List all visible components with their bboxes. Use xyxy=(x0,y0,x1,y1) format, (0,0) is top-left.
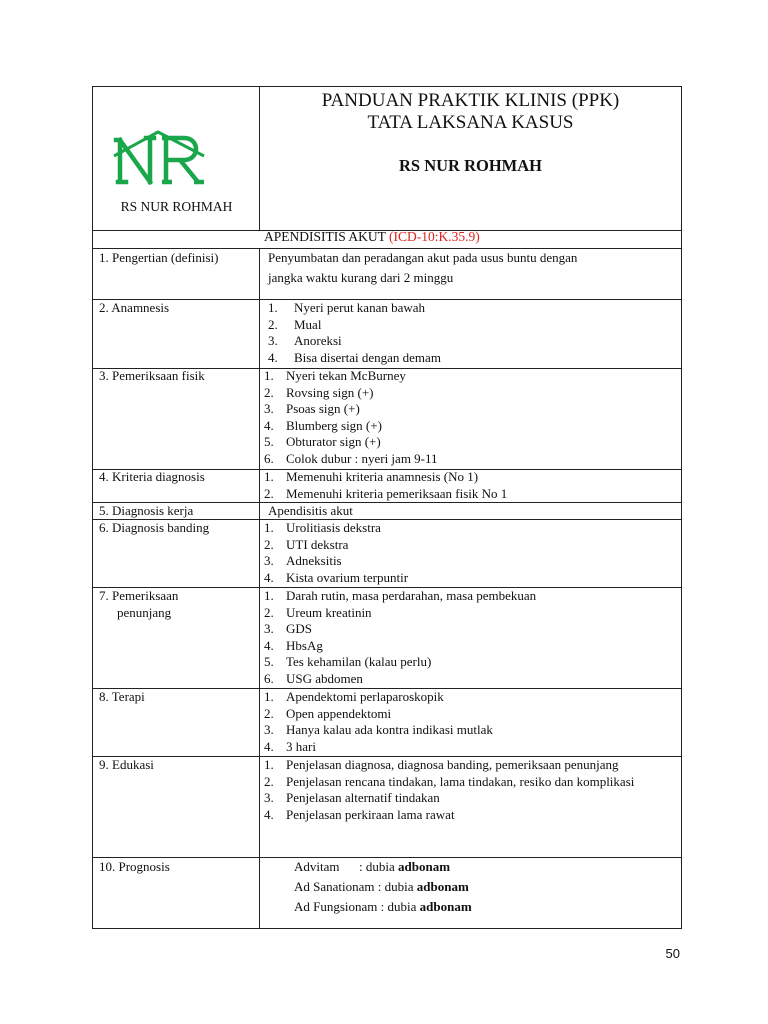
prognosis-line: Ad Fungsionam : dubia adbonam xyxy=(294,899,472,914)
list-item: 1. Nyeri perut kanan bawah xyxy=(268,300,426,315)
section-value-terapi xyxy=(264,689,675,755)
list-item: 2. Rovsing sign (+) xyxy=(264,384,374,400)
section-value-penunjang xyxy=(264,588,675,688)
section-label-edukasi: 9. Edukasi xyxy=(99,757,154,772)
logo-caption: RS NUR ROHMAH xyxy=(120,199,233,214)
section-label-kriteria: 4. Kriteria diagnosis xyxy=(99,469,205,484)
definition-line: Penyumbatan dan peradangan akut pada usus buntu dengan xyxy=(268,250,578,265)
list-item: 2. Memenuhi kriteria pemeriksaan fisik No 1 xyxy=(264,485,508,501)
list-item: 4. Blumberg sign (+) xyxy=(264,417,382,433)
prognosis-line: Advitam : dubia adbonam xyxy=(294,859,451,874)
list-item: 4. HbsAg xyxy=(264,637,323,653)
list-item: 6. USG abdomen xyxy=(264,670,363,686)
section-label-pemeriksaan-fisik: 3. Pemeriksaan fisik xyxy=(99,368,205,383)
list-item: 3. GDS xyxy=(264,621,313,637)
section-value-kriteria xyxy=(264,469,675,502)
list-item: 4. 3 hari xyxy=(264,738,316,754)
icd-code: (ICD-10:K.35.9) xyxy=(389,229,480,244)
list-item: 1. Nyeri tekan McBurney xyxy=(264,368,406,383)
case-name: APENDISITIS AKUT xyxy=(264,229,386,244)
list-item: 3. Psoas sign (+) xyxy=(264,401,360,417)
list-item: 3. Adneksitis xyxy=(264,553,342,569)
list-item: 3. Anoreksi xyxy=(268,333,342,349)
section-value-edukasi xyxy=(264,757,675,823)
list-item: 4. Penjelasan perkiraan lama rawat xyxy=(264,806,455,822)
label-line: penunjang xyxy=(117,604,172,620)
section-label-anamnesis: 2. Anamnesis xyxy=(99,300,170,315)
list-item: 2. Open appendektomi xyxy=(264,705,392,721)
hospital-name: RS NUR ROHMAH xyxy=(399,156,542,175)
list-item: 4. Kista ovarium terpuntir xyxy=(264,569,409,585)
list-item: 1. Penjelasan diagnosa, diagnosa banding, pemeriksaan penunjang xyxy=(264,757,619,772)
section-label-penunjang xyxy=(99,588,259,621)
list-item: 2. Ureum kreatinin xyxy=(264,604,372,620)
section-value-pemeriksaan-fisik xyxy=(264,368,675,468)
list-item: 3. Hanya kalau ada kontra indikasi mutlak xyxy=(264,722,493,738)
list-item: 2. Mual xyxy=(268,316,322,332)
list-item: 5. Obturator sign (+) xyxy=(264,434,381,450)
list-item: 2. Penjelasan rencana tindakan, lama tindakan, resiko dan komplikasi xyxy=(264,773,635,789)
section-value-anamnesis xyxy=(264,300,675,366)
list-item: 1. Memenuhi kriteria anamnesis (No 1) xyxy=(264,469,479,484)
page-number: 50 xyxy=(665,946,680,961)
section-label-prognosis: 10. Prognosis xyxy=(99,859,170,874)
document-title-line1: PANDUAN PRAKTIK KLINIS (PPK) xyxy=(321,90,620,111)
section-value-pengertian xyxy=(264,248,675,288)
prognosis-line: Ad Sanationam : dubia adbonam xyxy=(294,879,469,894)
section-label-pengertian: 1. Pengertian (definisi) xyxy=(99,250,219,265)
list-item: 1. Apendektomi perlaparoskopik xyxy=(264,689,444,704)
definition-line: jangka waktu kurang dari 2 minggu xyxy=(268,270,454,285)
list-item: 3. Penjelasan alternatif tindakan xyxy=(264,790,440,806)
list-item: 1. Darah rutin, masa perdarahan, masa pembekuan xyxy=(264,588,537,603)
document-title-line2: TATA LAKSANA KASUS xyxy=(367,112,574,133)
section-label-diagnosis-banding: 6. Diagnosis banding xyxy=(99,520,210,535)
section-value-diagnosis-kerja: Apendisitis akut xyxy=(268,503,353,518)
list-item: 1. Urolitiasis dekstra xyxy=(264,520,381,535)
list-item: 2. UTI dekstra xyxy=(264,536,349,552)
section-value-diagnosis-banding xyxy=(264,520,675,586)
section-label-terapi: 8. Terapi xyxy=(99,689,145,704)
case-title xyxy=(260,229,560,245)
list-item: 4. Bisa disertai dengan demam xyxy=(268,349,441,365)
section-value-prognosis xyxy=(264,857,675,917)
list-item: 5. Tes kehamilan (kalau perlu) xyxy=(264,654,432,670)
section-label-diagnosis-kerja: 5. Diagnosis kerja xyxy=(99,503,194,518)
nr-logo-icon xyxy=(112,130,212,190)
list-item: 6. Colok dubur : nyeri jam 9-11 xyxy=(264,450,438,466)
label-line: 7. Pemeriksaan xyxy=(99,588,179,603)
